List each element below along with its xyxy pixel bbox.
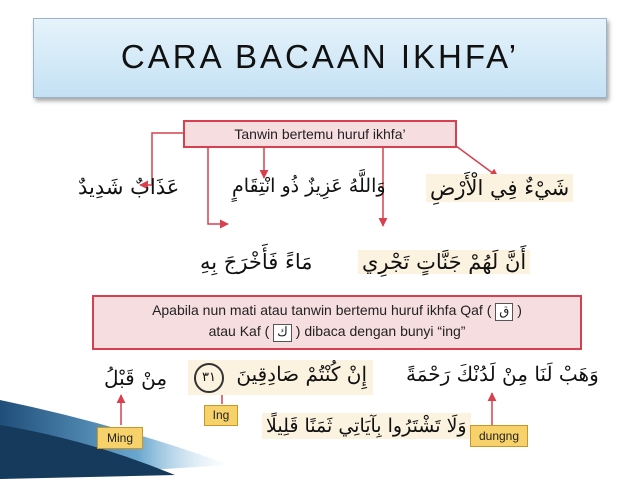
- arabic-wala-tasytaru: وَلَا تَشْتَرُوا بِآيَاتِي ثَمَنًا قَلِيلًا: [262, 413, 471, 439]
- slide-title: CARA BACAAN IKHFA’: [120, 38, 520, 75]
- note-ming: Ming: [97, 427, 143, 449]
- arabic-min-qabl: مِنْ قَبْلُ: [104, 366, 168, 390]
- arabic-syaiun-fil-ardh: شَيْءٌ فِي الْأَرْضِ: [426, 174, 573, 202]
- arabic-annalahum-jannat: أَنَّ لَهُمْ جَنَّاتٍ تَجْرِي: [358, 250, 530, 274]
- ayah-number: ٣١: [194, 363, 224, 393]
- arabic-in-kuntum: [188, 360, 373, 395]
- info-line-1-close: ): [517, 302, 522, 318]
- qaf-letter: ق: [495, 303, 513, 321]
- arabic-wahab-lana: وَهَبْ لَنَا مِنْ لَدُنْكَ رَحْمَةً: [406, 362, 599, 386]
- note-ing: Ing: [204, 405, 238, 426]
- info-line-2-text: atau Kaf (: [208, 323, 270, 339]
- info-line-2-rest: ) dibaca dengan bunyi “ing”: [295, 323, 466, 339]
- info-line-1-text: Apabila nun mati atau tanwin bertemu huruf ikhfa Qaf (: [152, 302, 492, 318]
- kaf-letter: ك: [273, 324, 292, 342]
- ikhfa-info-box: [92, 295, 582, 350]
- arabic-wallahu-aziz: وَاللَّهُ عَزِيزٌ ذُو انْتِقَامٍ: [232, 175, 386, 197]
- tanwin-label: Tanwin bertemu huruf ikhfa’: [183, 120, 457, 148]
- arabic-in-kuntum-text: إِنْ كُنْتُمْ صَادِقِينَ: [236, 362, 368, 386]
- decorative-swoosh: [0, 395, 638, 479]
- info-line-2: [94, 321, 580, 342]
- arrow-to-maan: [208, 145, 228, 224]
- note-dungng: dungng: [470, 425, 528, 447]
- info-line-1: [94, 300, 580, 321]
- arabic-adzab-syadid: عَذَابٌ شَدِيدٌ: [78, 175, 180, 199]
- arrow-to-syaiun: [452, 143, 498, 177]
- arabic-maan-faakhraja: مَاءً فَأَخْرَجَ بِهِ: [200, 250, 313, 274]
